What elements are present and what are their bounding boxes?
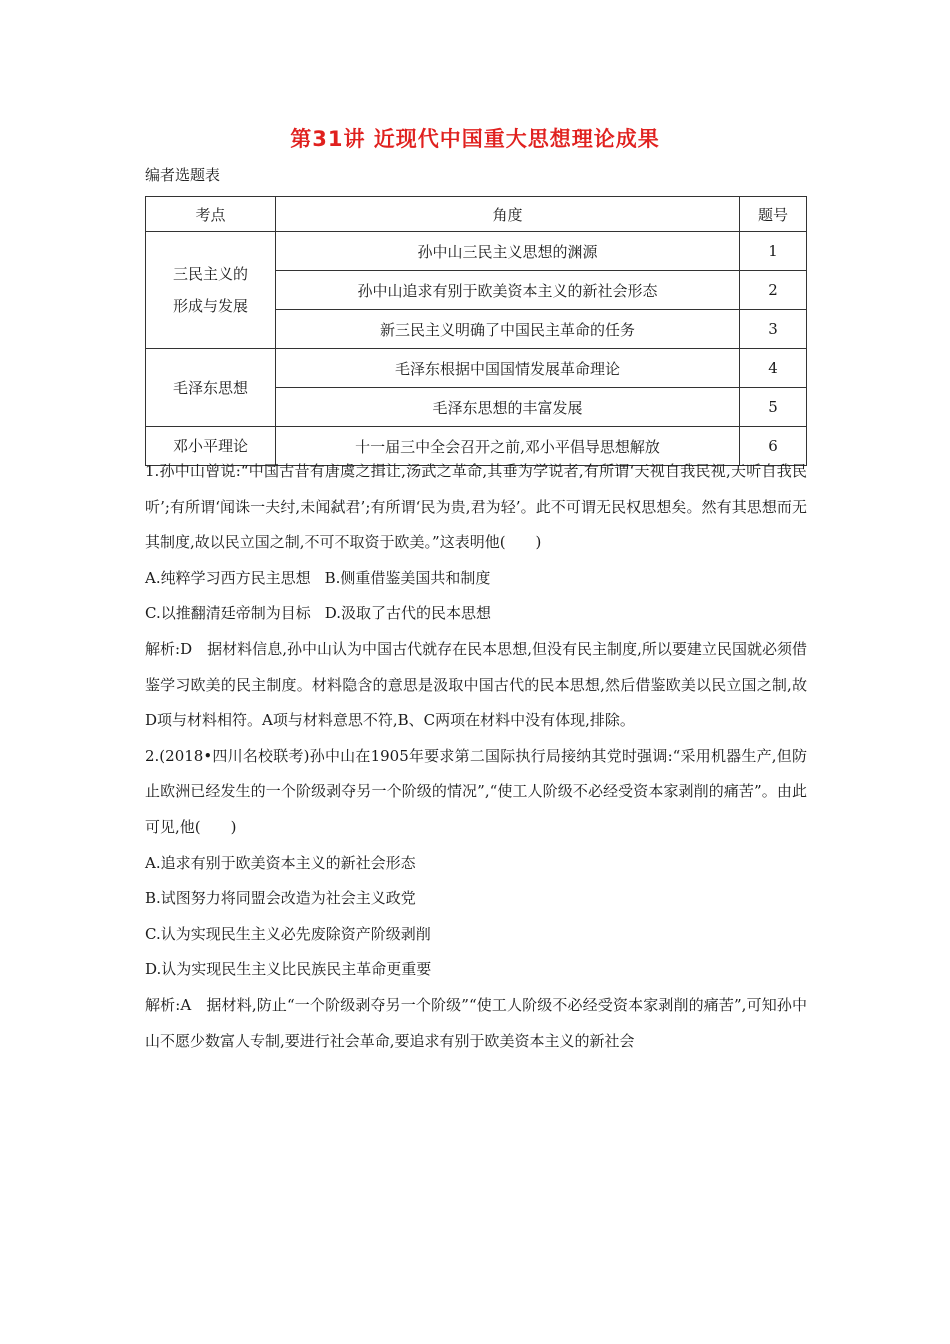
angle-cell: 孙中山追求有别于欧美资本主义的新社会形态 bbox=[276, 271, 740, 310]
angle-cell: 新三民主义明确了中国民主革命的任务 bbox=[276, 310, 740, 349]
question-2-stem: 2.(2018•四川名校联考)孙中山在1905年要求第二国际执行局接纳其党时强调:“采用机器生产,但防止欧洲已经发生的一个阶级剥夺另一个阶级的情况”,“使工人阶级不必经受资本家剥削的痛苦”。由此可见,他( ) bbox=[145, 746, 807, 836]
page-title: 第31讲 近现代中国重大思想理论成果 bbox=[290, 127, 660, 151]
angle-cell: 毛泽东根据中国国情发展革命理论 bbox=[276, 349, 740, 388]
table-caption: 编者选题表 bbox=[145, 166, 221, 184]
angle-cell: 毛泽东思想的丰富发展 bbox=[276, 388, 740, 427]
number-cell: 4 bbox=[740, 349, 807, 388]
question-content bbox=[145, 454, 807, 1059]
angle-cell: 十一届三中全会召开之前,邓小平倡导思想解放 bbox=[276, 427, 740, 466]
header-angle: 角度 bbox=[276, 197, 740, 232]
option-b: B.侧重借鉴美国共和制度 bbox=[324, 568, 491, 587]
number-cell: 3 bbox=[740, 310, 807, 349]
kaodian-line: 三民主义的 bbox=[172, 265, 248, 283]
question-1-stem: 1.孙中山曾说:“中国古昔有唐虞之揖让,汤武之革命,其垂为学说者,有所谓‘天视自我民视,天听自我民听’;有所谓‘闻诛一夫纣,未闻弑君’;有所谓‘民为贵,君为轻’。此不可谓无民权思想矣。然有其思想而无其制度,故以民立国之制,不可不取资于欧美。”这表明他( ) bbox=[145, 462, 807, 552]
option-d: D.认为实现民生主义比民族民主革命更重要 bbox=[145, 960, 432, 979]
question-1-options-row bbox=[145, 561, 807, 597]
question-1-options-row bbox=[145, 596, 807, 632]
number-cell: 6 bbox=[740, 427, 807, 466]
option-a: A.纯粹学习西方民主思想 bbox=[145, 568, 311, 587]
topic-selection-table bbox=[145, 196, 807, 466]
option-d: D.汲取了古代的民本思想 bbox=[324, 604, 491, 623]
table-row bbox=[146, 349, 807, 388]
question-2-analysis: 解析:A 据材料,防止“一个阶级剥夺另一个阶级”“使工人阶级不必经受资本家剥削的痛苦”,可知孙中山不愿少数富人专制,要进行社会革命,要追求有别于欧美资本主义的新社会 bbox=[145, 995, 807, 1050]
header-kaodian: 考点 bbox=[146, 197, 276, 232]
angle-cell: 孙中山三民主义思想的渊源 bbox=[276, 232, 740, 271]
option-c: C.以推翻清廷帝制为目标 bbox=[145, 604, 311, 623]
kaodian-cell bbox=[146, 232, 276, 349]
table-row bbox=[146, 232, 807, 271]
number-cell: 2 bbox=[740, 271, 807, 310]
number-cell: 1 bbox=[740, 232, 807, 271]
table-header-row bbox=[146, 197, 807, 232]
option-b: B.试图努力将同盟会改造为社会主义政党 bbox=[145, 889, 416, 908]
option-a: A.追求有别于欧美资本主义的新社会形态 bbox=[145, 853, 416, 872]
kaodian-cell: 毛泽东思想 bbox=[146, 349, 276, 427]
number-cell: 5 bbox=[740, 388, 807, 427]
header-number: 题号 bbox=[740, 197, 807, 232]
option-c: C.认为实现民生主义必先废除资产阶级剥削 bbox=[145, 924, 431, 943]
kaodian-line: 形成与发展 bbox=[172, 297, 248, 315]
kaodian-cell: 邓小平理论 bbox=[146, 427, 276, 466]
question-1-analysis: 解析:D 据材料信息,孙中山认为中国古代就存在民本思想,但没有民主制度,所以要建立民国就必须借鉴学习欧美的民主制度。材料隐含的意思是汲取中国古代的民本思想,然后借鉴欧美以民立国之制,故D项与材料相符。A项与材料意思不符,B、C两项在材料中没有体现,排除。 bbox=[145, 639, 807, 730]
